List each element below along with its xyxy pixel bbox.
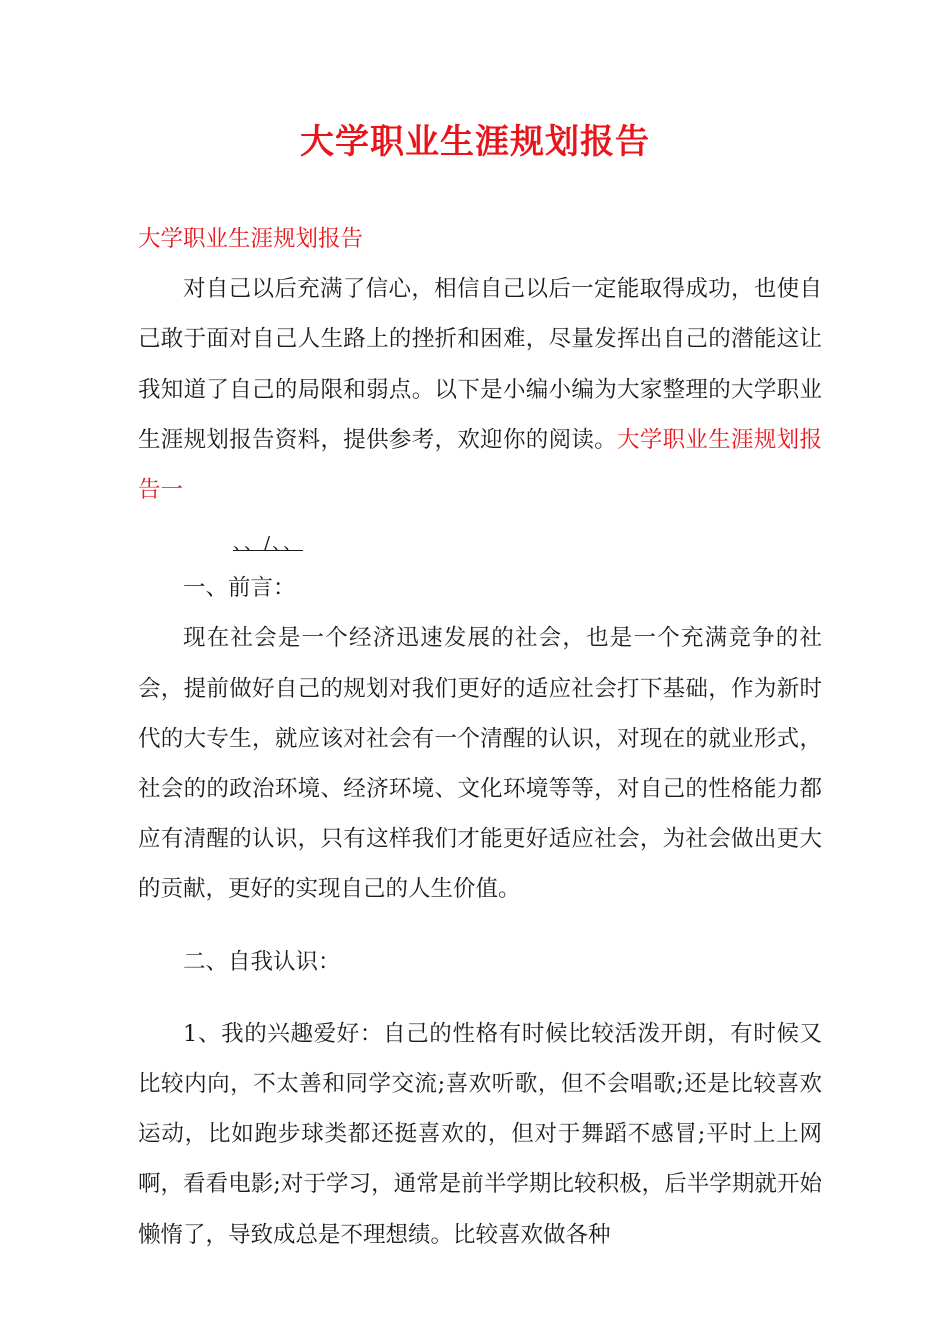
document-title: 大学职业生涯规划报告 (300, 122, 650, 162)
document-body (138, 214, 822, 1260)
section-title: 大学职业生涯规划报告一 (138, 426, 822, 504)
paragraph-preface: 现在社会是一个经济迅速发展的社会，也是一个充满竞争的社会，提前做好自己的规划对我们更好的适应社会打下基础，作为新时代的大专生，就应该对社会有一个清醒的认识，对现在的就业形式，社会的的政治环境、经济环境、文化环境等等，对自己的性格能力都应有清醒的认识，只有这样我们才能更好适应社会，为社会做出更大的贡献，更好的实现自己的人生价值。 (138, 625, 822, 903)
garbled-text-line: 、、/、、 (233, 533, 304, 555)
intro-paragraph (138, 264, 822, 515)
subtitle: 大学职业生涯规划报告 (138, 226, 364, 252)
paragraph-interests: 1、我的兴趣爱好：自己的性格有时候比较活泼开朗，有时候又比较内向，不太善和同学交流;喜欢听歌，但不会唱歌;还是比较喜欢运动，比如跑步球类都还挺喜欢的，但对于舞蹈不感冒;平时上上网啊，看看电影;对于学习，通常是前半学期比较积极，后半学期就开始懒惰了，导致成总是不理想绩。比较喜欢做各种 (138, 1020, 822, 1248)
heading-self-knowledge: 二、自我认识： (183, 948, 341, 975)
heading-preface: 一、前言： (183, 575, 296, 602)
intro-text: 对自己以后充满了信心，相信自己以后一定能取得成功，也使自己敢于面对自己人生路上的挫折和困难，尽量发挥出自己的潜能这让我知道了自己的局限和弱点。以下是小编小编为大家整理的大学职业生涯规划报告资料，提供参考，欢迎你的阅读。 (138, 276, 822, 453)
